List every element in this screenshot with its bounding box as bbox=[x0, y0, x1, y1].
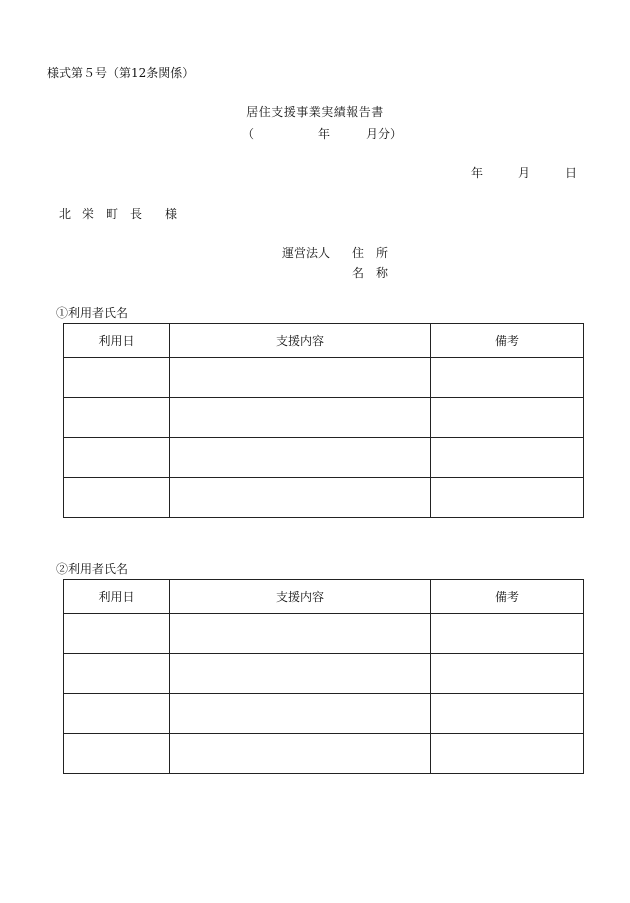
table-row bbox=[64, 654, 584, 694]
usage-date-cell[interactable] bbox=[64, 694, 170, 734]
document-title: 居住支援事業実績報告書 bbox=[246, 105, 384, 119]
table-row bbox=[64, 438, 584, 478]
table-header-row bbox=[64, 580, 584, 614]
header-support-content: 支援内容 bbox=[170, 580, 431, 614]
period-year-label: 年 bbox=[318, 127, 331, 141]
date-year-label: 年 bbox=[471, 166, 484, 180]
table-header-row bbox=[64, 324, 584, 358]
support-content-cell[interactable] bbox=[170, 734, 431, 774]
remarks-cell[interactable] bbox=[431, 358, 584, 398]
date-day-label: 日 bbox=[565, 166, 578, 180]
remarks-cell[interactable] bbox=[431, 694, 584, 734]
table-row bbox=[64, 478, 584, 518]
support-content-cell[interactable] bbox=[170, 438, 431, 478]
table-row bbox=[64, 398, 584, 438]
header-remarks: 備考 bbox=[431, 324, 584, 358]
section-2-label: ②利用者氏名 bbox=[56, 562, 129, 576]
addressee-honorific: 様 bbox=[165, 207, 178, 221]
form-number: 様式第５号（第12条関係） bbox=[47, 66, 195, 80]
period-month-label: 月分） bbox=[366, 127, 403, 141]
usage-date-cell[interactable] bbox=[64, 398, 170, 438]
section-1-label: ①利用者氏名 bbox=[56, 306, 129, 320]
usage-date-cell[interactable] bbox=[64, 614, 170, 654]
table-row bbox=[64, 694, 584, 734]
header-usage-date: 利用日 bbox=[64, 324, 170, 358]
header-remarks: 備考 bbox=[431, 580, 584, 614]
remarks-cell[interactable] bbox=[431, 734, 584, 774]
period-open-paren: （ bbox=[242, 127, 255, 141]
table-row bbox=[64, 734, 584, 774]
usage-date-cell[interactable] bbox=[64, 654, 170, 694]
reporter-org-label: 運営法人 bbox=[282, 246, 331, 260]
support-content-cell[interactable] bbox=[170, 478, 431, 518]
usage-date-cell[interactable] bbox=[64, 478, 170, 518]
addressee-char: 栄 bbox=[82, 207, 95, 221]
addressee-char: 長 bbox=[130, 207, 143, 221]
header-usage-date: 利用日 bbox=[64, 580, 170, 614]
table-row bbox=[64, 614, 584, 654]
addressee-char: 町 bbox=[106, 207, 119, 221]
reporter-name-label: 名 称 bbox=[352, 266, 389, 280]
table-row bbox=[64, 358, 584, 398]
remarks-cell[interactable] bbox=[431, 438, 584, 478]
support-content-cell[interactable] bbox=[170, 398, 431, 438]
addressee-char: 北 bbox=[59, 207, 72, 221]
date-month-label: 月 bbox=[518, 166, 531, 180]
report-table-2 bbox=[63, 579, 584, 774]
support-content-cell[interactable] bbox=[170, 694, 431, 734]
remarks-cell[interactable] bbox=[431, 478, 584, 518]
support-content-cell[interactable] bbox=[170, 654, 431, 694]
usage-date-cell[interactable] bbox=[64, 734, 170, 774]
usage-date-cell[interactable] bbox=[64, 358, 170, 398]
remarks-cell[interactable] bbox=[431, 614, 584, 654]
header-support-content: 支援内容 bbox=[170, 324, 431, 358]
usage-date-cell[interactable] bbox=[64, 438, 170, 478]
support-content-cell[interactable] bbox=[170, 614, 431, 654]
report-table-1 bbox=[63, 323, 584, 518]
reporter-address-label: 住 所 bbox=[352, 246, 389, 260]
support-content-cell[interactable] bbox=[170, 358, 431, 398]
remarks-cell[interactable] bbox=[431, 398, 584, 438]
remarks-cell[interactable] bbox=[431, 654, 584, 694]
